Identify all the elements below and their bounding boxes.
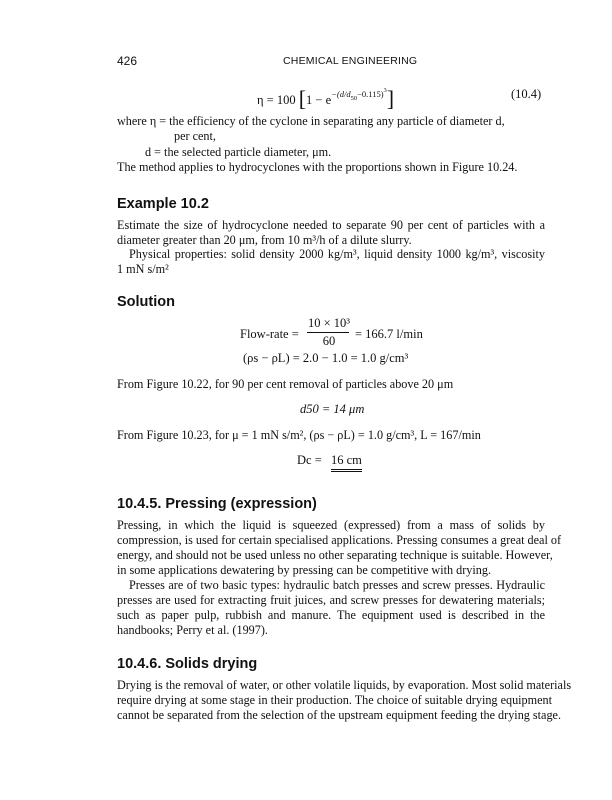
section-heading-drying: 10.4.6. Solids drying [117,656,258,672]
eq-lhs: η = 100 [257,93,296,107]
flow-denominator: 60 [322,334,336,348]
drying-paragraph-line: cannot be separated from the selection of the upstream equipment feeding the drying stage. [117,708,562,722]
pressing-paragraph-line: in some applications dewatering by pressing can be competitive with drying. [117,563,491,577]
pressing-paragraph-line: Pressing, in which the liquid is squeezed (expressed) from a mass of solids by [117,518,545,532]
eq-bracket-right: ] [386,86,395,111]
example-text-line: Physical properties: solid density 2000 kg/m³, liquid density 1000 kg/m³, viscosity [129,247,545,261]
pressing-paragraph-line: such as paper pulp, rubbish and manure. The equipment used is described in the [117,608,545,622]
eq-one-minus-e: 1 − e [306,93,332,107]
figure-23-line: From Figure 10.23, for μ = 1 mN s/m², (ρs − ρL) = 1.0 g/cm³, L = 167/min [117,428,481,442]
dc-label: Dc = [297,453,322,467]
pressing-paragraph-line: presses are used for extracting fruit juices, and screw presses for dewatering materials; [117,593,545,607]
pressing-paragraph-line: handbooks; Perry et al. (1997). [117,623,268,637]
pressing-paragraph-line: Presses are of two basic types: hydraulic batch presses and screw presses. Hydraulic [129,578,545,592]
example-text-line: Estimate the size of hydrocyclone needed to separate 90 per cent of particles with a [117,218,545,232]
equation-number: (10.4) [511,87,542,101]
eq-bracket-left: [ [298,86,307,111]
drying-paragraph-line: Drying is the removal of water, or other volatile liquids, by evaporation. Most solid materials [117,678,572,692]
dc-result: 16 cm [331,453,362,472]
page-number: 426 [117,54,138,68]
fraction-bar [307,332,349,333]
where-line-d: d = the selected particle diameter, μm. [145,145,332,159]
flow-result: = 166.7 l/min [355,327,423,341]
where-line-percent: per cent, [174,129,216,143]
density-difference: (ρs − ρL) = 2.0 − 1.0 = 1.0 g/cm³ [243,351,409,365]
pressing-paragraph-line: energy, and should not be used unless no other separating technique is suitable. However, [117,548,553,562]
solution-heading: Solution [117,294,175,310]
where-line-eta: where η = the efficiency of the cyclone in separating any particle of diameter d, [117,114,505,128]
eq-exponent: −(d/d50−0.115)3 [331,87,387,102]
running-title: CHEMICAL ENGINEERING [283,55,418,67]
drying-paragraph-line: require drying at some stage in their production. The choice of suitable drying equipment [117,693,553,707]
example-text-line: diameter greater than 20 μm, from 10 m³/h of a dilute slurry. [117,233,412,247]
example-text-line: 1 mN s/m² [117,262,169,276]
method-note: The method applies to hydrocyclones with the proportions shown in Figure 10.24. [117,160,518,174]
equation-10-4 [257,84,394,110]
flow-rate-label: Flow-rate = [240,327,299,341]
example-heading: Example 10.2 [117,196,209,212]
figure-22-line: From Figure 10.22, for 90 per cent removal of particles above 20 μm [117,377,454,391]
section-heading-pressing: 10.4.5. Pressing (expression) [117,496,317,512]
flow-numerator: 10 × 10³ [308,316,351,330]
pressing-paragraph-line: compression, is used for certain specialised applications. Pressing consumes a great deal of [117,533,562,547]
d50-equation: d50 = 14 μm [300,402,365,416]
